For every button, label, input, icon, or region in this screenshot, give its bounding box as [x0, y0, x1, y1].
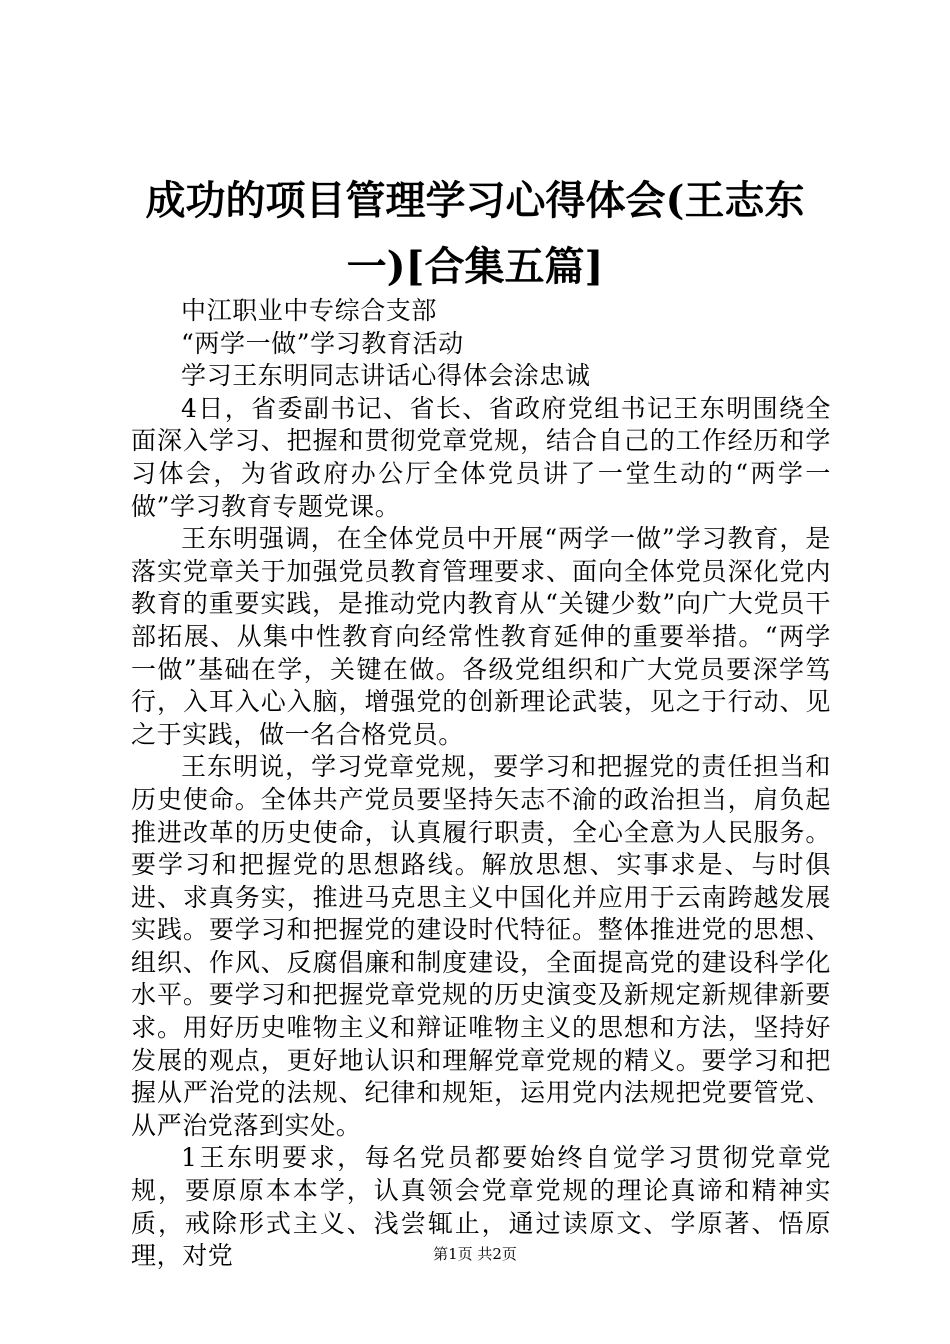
paragraph-requirement: 1王东明要求，每名党员都要始终自觉学习贯彻党章党规，要原原本本学，认真领会党章党规的理论真谛和精神实质，戒除形式主义、浅尝辄止，通过读原文、学原著、悟原理，对党 — [131, 1143, 831, 1271]
paragraph-study: 王东明说，学习党章党规，要学习和把握党的责任担当和历史使命。全体共产党员要坚持矢志不渝的政治担当，肩负起推进改革的历史使命，认真履行职责，全心全意为人民服务。要学习和把握党的思想路线。解放思想、实事求是、与时俱进、求真务实，推进马克思主义中国化并应用于云南跨越发展实践。要学习和把握党的建设时代特征。整体推进党的思想、组织、作风、反腐倡廉和制度建设，全面提高党的建设科学化水平。要学习和把握党章党规的历史演变及新规定新规律新要求。用好历史唯物主义和辩证唯物主义的思想和方法，坚持好发展的观点，更好地认识和理解党章党规的精义。要学习和把握从严治党的法规、纪律和规矩，运用党内法规把党要管党、从严治党落到实处。 — [131, 752, 831, 1140]
paragraph-intro: 4日，省委副书记、省长、省政府党组书记王东明围绕全面深入学习、把握和贯彻党章党规，结合自己的工作经历和学习体会，为省政府办公厅全体党员讲了一堂生动的“两学一做”学习教育专题党课。 — [131, 393, 831, 521]
document-body — [131, 295, 831, 1273]
paragraph-subtitle: 学习王东明同志讲话心得体会涂忠诚 — [181, 361, 591, 391]
paragraph-activity: “两学一做”学习教育活动 — [181, 328, 464, 358]
document-title: 成功的项目管理学习心得体会(王志东一)[合集五篇] — [145, 177, 805, 290]
paragraph-emphasis: 王东明强调，在全体党员中开展“两学一做”学习教育，是落实党章关于加强党员教育管理要求、面向全体党员深化党内教育的重要实践，是推动党内教育从“关键少数”向广大党员干部拓展、从集中性教育向经常性教育延伸的重要举措。“两学一做”基础在学，关键在做。各级党组织和广大党员要深学笃行，入耳入心入脑，增强党的创新理论武装，见之于行动、见之于实践，做一名合格党员。 — [131, 524, 831, 749]
paragraph-org: 中江职业中专综合支部 — [181, 296, 438, 325]
page-footer: 第1页 共2页 — [433, 1245, 517, 1263]
